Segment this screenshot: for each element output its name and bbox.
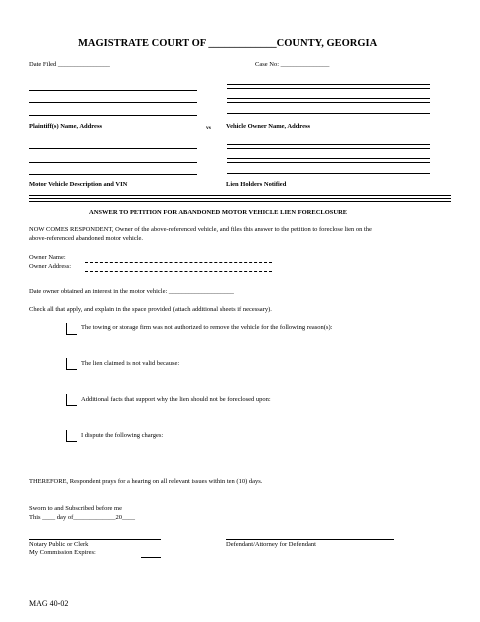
date-filed-field[interactable]: Date Filed ________________ (29, 61, 110, 68)
lienholder-line-2[interactable] (227, 158, 430, 159)
therefore-text: THEREFORE, Respondent prays for a hearing on all relevant issues within ten (10) days. (29, 478, 263, 485)
notary-signature-line[interactable] (29, 539, 161, 540)
section-title: ANSWER TO PETITION FOR ABANDONED MOTOR VEHICLE LIEN FORECLOSURE (89, 209, 348, 216)
checkbox-additional-facts[interactable] (66, 394, 77, 406)
section-divider-lower (29, 201, 451, 202)
owner-label: Vehicle Owner Name, Address (226, 123, 311, 130)
plaintiff-line-1[interactable] (29, 90, 197, 91)
checkbox-label-not-authorized: The towing or storage firm was not authorized to remove the vehicle for the following reason(s): (81, 324, 333, 331)
this-day-field[interactable]: This ____ day of_____________20____ (29, 514, 135, 521)
vehicle-line-3[interactable] (29, 174, 197, 175)
checkbox-not-authorized[interactable] (66, 323, 77, 335)
vehicle-label: Motor Vehicle Description and VIN (29, 181, 128, 188)
owner-line-2[interactable] (227, 98, 430, 99)
case-number-field[interactable]: Case No: _______________ (255, 61, 330, 68)
checkbox-label-dispute-charges: I dispute the following charges: (81, 432, 164, 439)
owner-name-field[interactable] (85, 262, 272, 263)
section-divider (29, 195, 451, 199)
owner-line-2b (227, 102, 430, 103)
checkbox-lien-invalid[interactable] (66, 358, 77, 370)
owner-address-field[interactable] (85, 271, 272, 272)
check-instructions: Check all that apply, and explain in the space provided (attach additional sheets if necessary). (29, 306, 272, 313)
form-number: MAG 40-02 (29, 599, 69, 608)
checkbox-dispute-charges[interactable] (66, 430, 77, 442)
lienholder-line-1b (227, 148, 430, 149)
vs-label: vs (206, 125, 211, 131)
lienholder-line-3[interactable] (227, 173, 430, 174)
vehicle-line-2[interactable] (29, 162, 197, 163)
intro-line-1: NOW COMES RESPONDENT, Owner of the above-referenced vehicle, and files this answer to the petition to foreclose lien on the (29, 226, 372, 233)
defendant-signature-line[interactable] (226, 539, 394, 540)
owner-line-1b (227, 88, 430, 89)
lienholder-line-2b (227, 162, 430, 163)
defendant-label: Defendant/Attorney for Defendant (226, 541, 316, 548)
checkbox-label-lien-invalid: The lien claimed is not valid because: (81, 360, 180, 367)
commission-label: My Commission Expires: (29, 549, 96, 556)
commission-field[interactable] (141, 557, 161, 558)
plaintiff-label: Plaintiff(s) Name, Address (29, 123, 103, 130)
owner-line-1[interactable] (227, 84, 430, 85)
plaintiff-line-2[interactable] (29, 102, 197, 103)
vehicle-line-1[interactable] (29, 148, 197, 149)
date-interest-field[interactable]: Date owner obtained an interest in the motor vehicle: ____________________ (29, 288, 234, 295)
owner-line-3[interactable] (227, 113, 430, 114)
lienholders-label: Lien Holders Notified (226, 181, 287, 188)
owner-name-label: Owner Name: (29, 254, 66, 261)
lienholder-line-1[interactable] (227, 144, 430, 145)
plaintiff-line-3[interactable] (29, 115, 197, 116)
sworn-text: Sworn to and Subscribed before me (29, 505, 122, 512)
intro-line-2: above-referenced abandoned motor vehicle. (29, 235, 144, 242)
notary-label: Notary Public or Clerk (29, 541, 89, 548)
checkbox-label-additional-facts: Additional facts that support why the lien should not be foreclosed upon: (81, 396, 271, 403)
owner-address-label: Owner Address: (29, 263, 72, 270)
page-title: MAGISTRATE COURT OF _____________COUNTY, GEORGIA (78, 38, 378, 49)
